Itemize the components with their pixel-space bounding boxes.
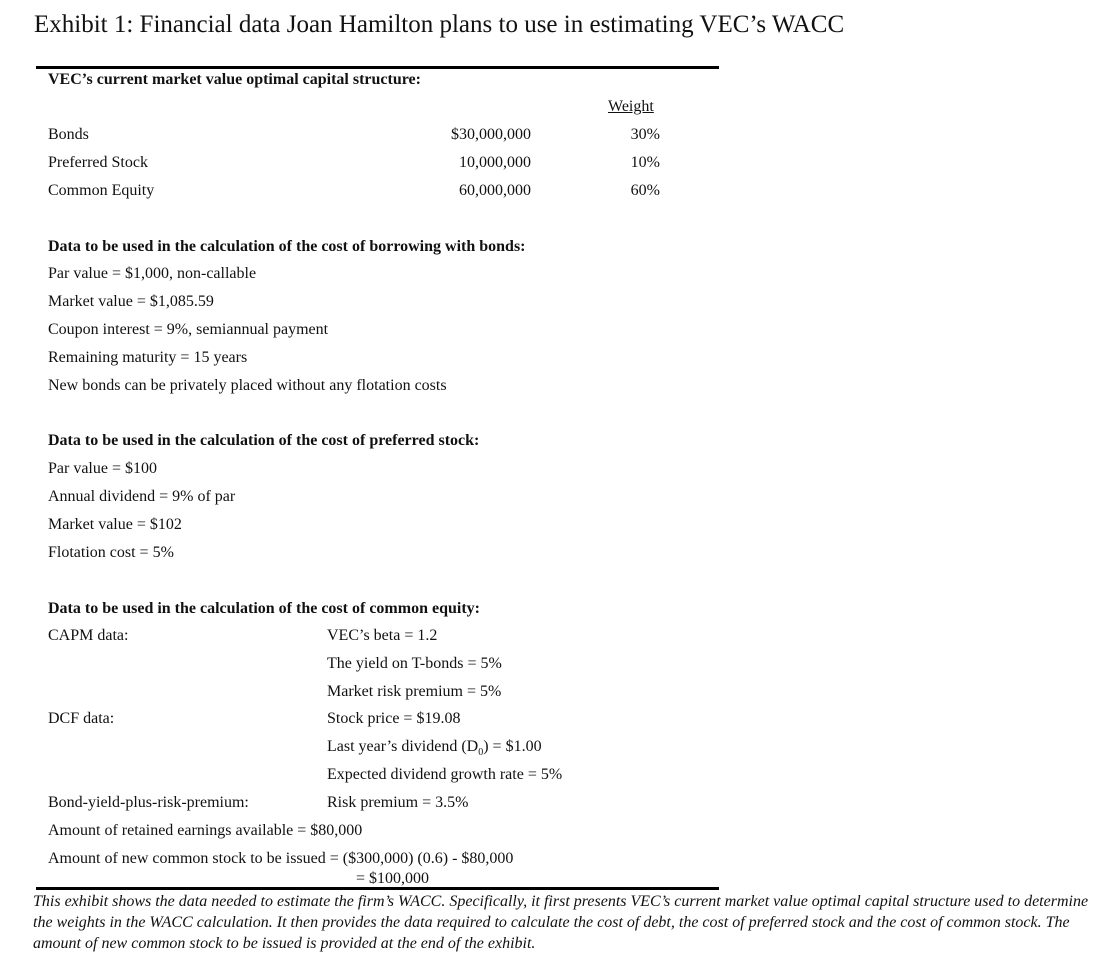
exhibit-title: Exhibit 1: Financial data Joan Hamilton plans to use in estimating VEC’s WACC: [34, 11, 845, 38]
bonds-line: Par value = $1,000, non-callable: [48, 265, 257, 282]
weight-header: Weight: [608, 98, 654, 115]
bonds-line: Remaining maturity = 15 years: [48, 349, 248, 366]
bonds-line: New bonds can be privately placed without any flotation costs: [48, 377, 447, 394]
cap-row-amount: 60,000,000: [459, 182, 531, 199]
bonds-heading: Data to be used in the calculation of the cost of borrowing with bonds:: [48, 238, 526, 255]
common-heading: Data to be used in the calculation of the cost of common equity:: [48, 600, 480, 617]
bonds-line: Coupon interest = 9%, semiannual payment: [48, 321, 329, 338]
preferred-line: Flotation cost = 5%: [48, 544, 174, 561]
retained-earnings: Amount of retained earnings available = $80,000: [48, 822, 363, 839]
capm-line: VEC’s beta = 1.2: [327, 627, 438, 644]
dcf-dividend-subscript: 0: [478, 747, 484, 759]
capital-structure-heading: VEC’s current market value optimal capital structure:: [48, 71, 421, 88]
cap-row-amount: 10,000,000: [459, 154, 531, 171]
cap-row-label: Common Equity: [48, 182, 155, 199]
footnote: This exhibit shows the data needed to estimate the firm’s WACC. Specifically, it first presents VEC’s current market value optimal capital structure used to determine the weights in the WACC calculation. It then provides the data required to calculate the cost of debt, the cost of preferred stock and the cost of common stock. The amount of new common stock to be issued is provided at the end of the exhibit.: [33, 893, 1089, 952]
cap-row-amount: $30,000,000: [451, 126, 531, 143]
capm-line: The yield on T-bonds = 5%: [327, 655, 502, 672]
dcf-dividend-pre: Last year’s dividend (D: [327, 738, 479, 755]
bond-yield-label: Bond-yield-plus-risk-premium:: [48, 794, 249, 811]
preferred-line: Par value = $100: [48, 460, 157, 477]
top-rule: [36, 66, 719, 69]
bond-yield-value: Risk premium = 3.5%: [327, 794, 469, 811]
bottom-rule: [36, 887, 719, 890]
cap-row-label: Preferred Stock: [48, 154, 148, 171]
dcf-growth: Expected dividend growth rate = 5%: [327, 766, 563, 783]
preferred-heading: Data to be used in the calculation of the cost of preferred stock:: [48, 432, 480, 449]
cap-row-label: Bonds: [48, 126, 89, 143]
new-common-stock: Amount of new common stock to be issued = ($300,000) (0.6) - $80,000: [48, 850, 514, 867]
capm-line: Market risk premium = 5%: [327, 683, 502, 700]
new-common-stock-result: = $100,000: [356, 870, 430, 887]
capm-label: CAPM data:: [48, 627, 129, 644]
cap-row-weight: 10%: [630, 154, 660, 171]
bonds-line: Market value = $1,085.59: [48, 293, 214, 310]
preferred-line: Annual dividend = 9% of par: [48, 488, 236, 505]
cap-row-weight: 60%: [630, 182, 660, 199]
cap-row-weight: 30%: [630, 126, 660, 143]
preferred-line: Market value = $102: [48, 516, 182, 533]
dcf-label: DCF data:: [48, 710, 115, 727]
dcf-dividend: [327, 738, 542, 759]
dcf-stock-price: Stock price = $19.08: [327, 710, 461, 727]
dcf-dividend-post: ) = $1.00: [483, 738, 542, 755]
